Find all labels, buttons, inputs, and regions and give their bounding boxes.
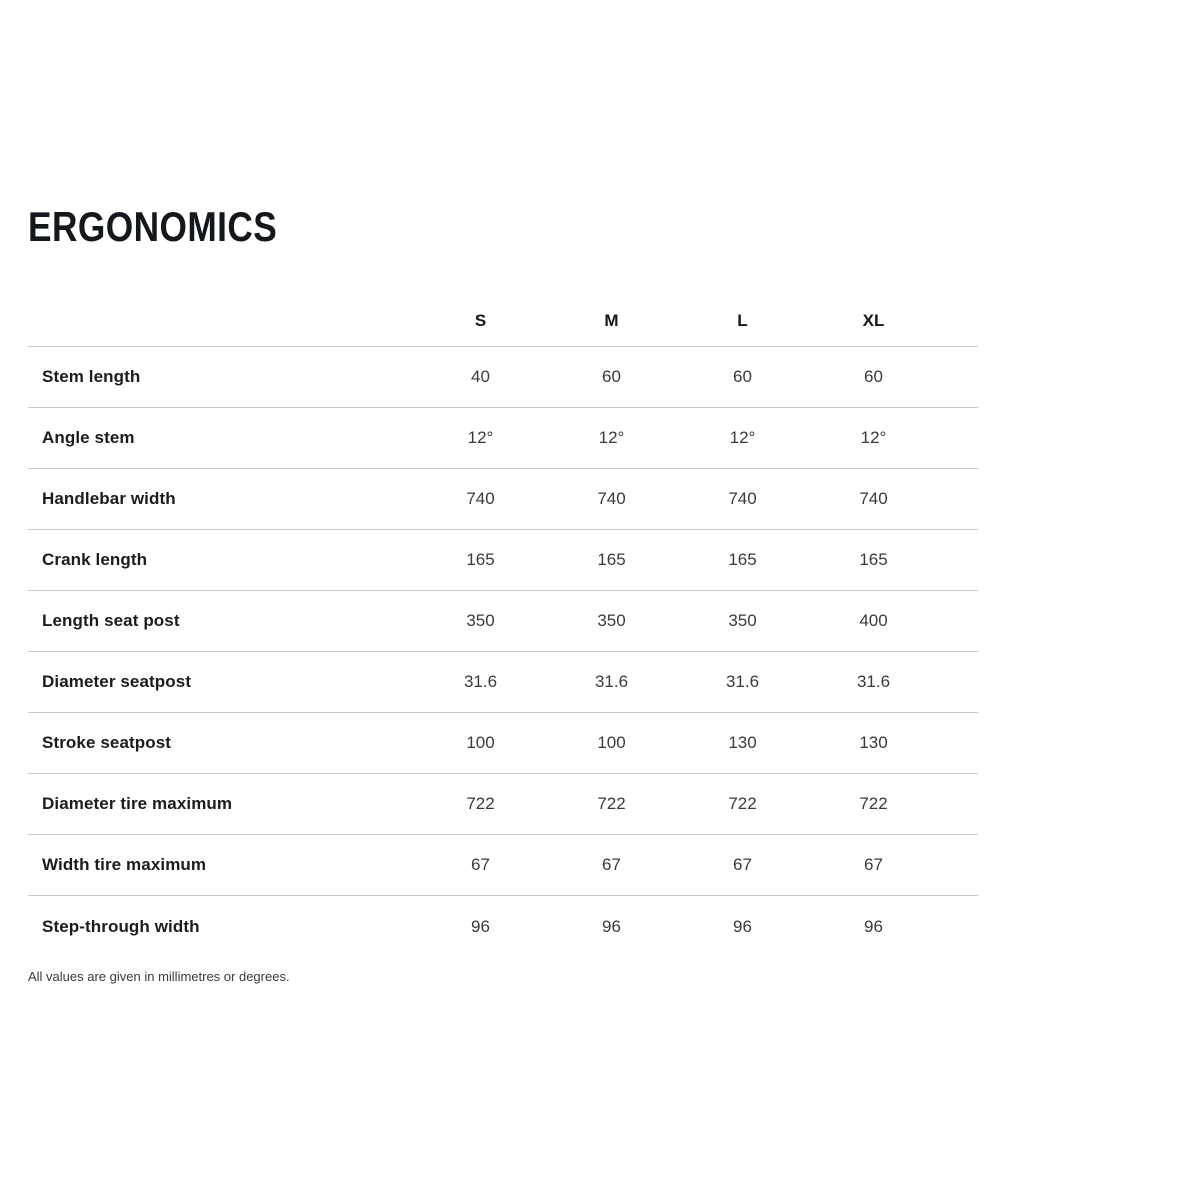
cell-value-s: 67: [471, 855, 490, 874]
cell-value-xl: 96: [864, 916, 883, 936]
table-row-stem-length: [28, 347, 978, 408]
cell-value-s: 40: [471, 367, 490, 386]
cell-value-xl: 12°: [860, 428, 887, 447]
column-header-s: S: [474, 310, 487, 330]
table-row-step-through-width: [28, 896, 978, 957]
table-row-length-seat-post: [28, 591, 978, 652]
cell-value-m: 165: [597, 550, 626, 569]
row-label: Width tire maximum: [42, 855, 207, 874]
cell-value-m: 722: [597, 794, 626, 813]
cell-value-xl: 67: [864, 855, 883, 874]
cell-value-m: 67: [602, 855, 621, 874]
cell-value-l: 96: [733, 916, 752, 936]
table-row-stroke-seatpost: [28, 713, 978, 774]
table-row-angle-stem: [28, 408, 978, 469]
cell-value-xl: 130: [859, 733, 888, 752]
row-label: Diameter tire maximum: [42, 794, 233, 813]
cell-value-l: 130: [728, 733, 757, 752]
table-row-diameter-tire-maximum: [28, 774, 978, 835]
row-label: Crank length: [42, 550, 148, 569]
cell-value-xl: 740: [859, 489, 888, 508]
cell-value-l: 350: [728, 611, 757, 630]
cell-value-xl: 31.6: [856, 672, 891, 691]
cell-value-m: 100: [597, 733, 626, 752]
cell-value-m: 740: [597, 489, 626, 508]
row-label: Stem length: [42, 367, 141, 386]
cell-value-m: 12°: [598, 428, 625, 447]
cell-value-s: 12°: [467, 428, 494, 447]
cell-value-m: 96: [602, 916, 621, 936]
cell-value-l: 67: [733, 855, 752, 874]
row-label: Handlebar width: [42, 489, 176, 508]
cell-value-s: 165: [466, 550, 495, 569]
row-label: Stroke seatpost: [42, 733, 172, 752]
page-title: ERGONOMICS: [28, 203, 278, 250]
table-header-row: [28, 295, 978, 347]
column-header-l: L: [737, 310, 748, 330]
table-row-crank-length: [28, 530, 978, 591]
cell-value-l: 31.6: [725, 672, 760, 691]
ergonomics-table: [28, 295, 978, 957]
cell-value-l: 12°: [729, 428, 756, 447]
row-label: Diameter seatpost: [42, 672, 192, 691]
cell-value-xl: 165: [859, 550, 888, 569]
table-row-handlebar-width: [28, 469, 978, 530]
cell-value-xl: 60: [864, 367, 883, 386]
cell-value-s: 96: [471, 916, 490, 936]
cell-value-l: 740: [728, 489, 757, 508]
cell-value-xl: 400: [859, 611, 888, 630]
cell-value-m: 350: [597, 611, 626, 630]
cell-value-l: 722: [728, 794, 757, 813]
cell-value-m: 60: [602, 367, 621, 386]
cell-value-l: 165: [728, 550, 757, 569]
column-header-m: M: [604, 310, 619, 330]
cell-value-s: 722: [466, 794, 495, 813]
cell-value-m: 31.6: [594, 672, 629, 691]
cell-value-s: 31.6: [463, 672, 498, 691]
cell-value-s: 350: [466, 611, 495, 630]
row-label: Length seat post: [42, 611, 180, 630]
cell-value-s: 740: [466, 489, 495, 508]
row-label: Angle stem: [42, 428, 135, 447]
cell-value-xl: 722: [859, 794, 888, 813]
table-row-diameter-seatpost: [28, 652, 978, 713]
column-header-xl: XL: [862, 310, 885, 330]
cell-value-l: 60: [733, 367, 752, 386]
row-label: Step-through width: [42, 916, 200, 936]
units-footnote: All values are given in millimetres or degrees.: [28, 969, 290, 984]
cell-value-s: 100: [466, 733, 495, 752]
table-row-width-tire-maximum: [28, 835, 978, 896]
